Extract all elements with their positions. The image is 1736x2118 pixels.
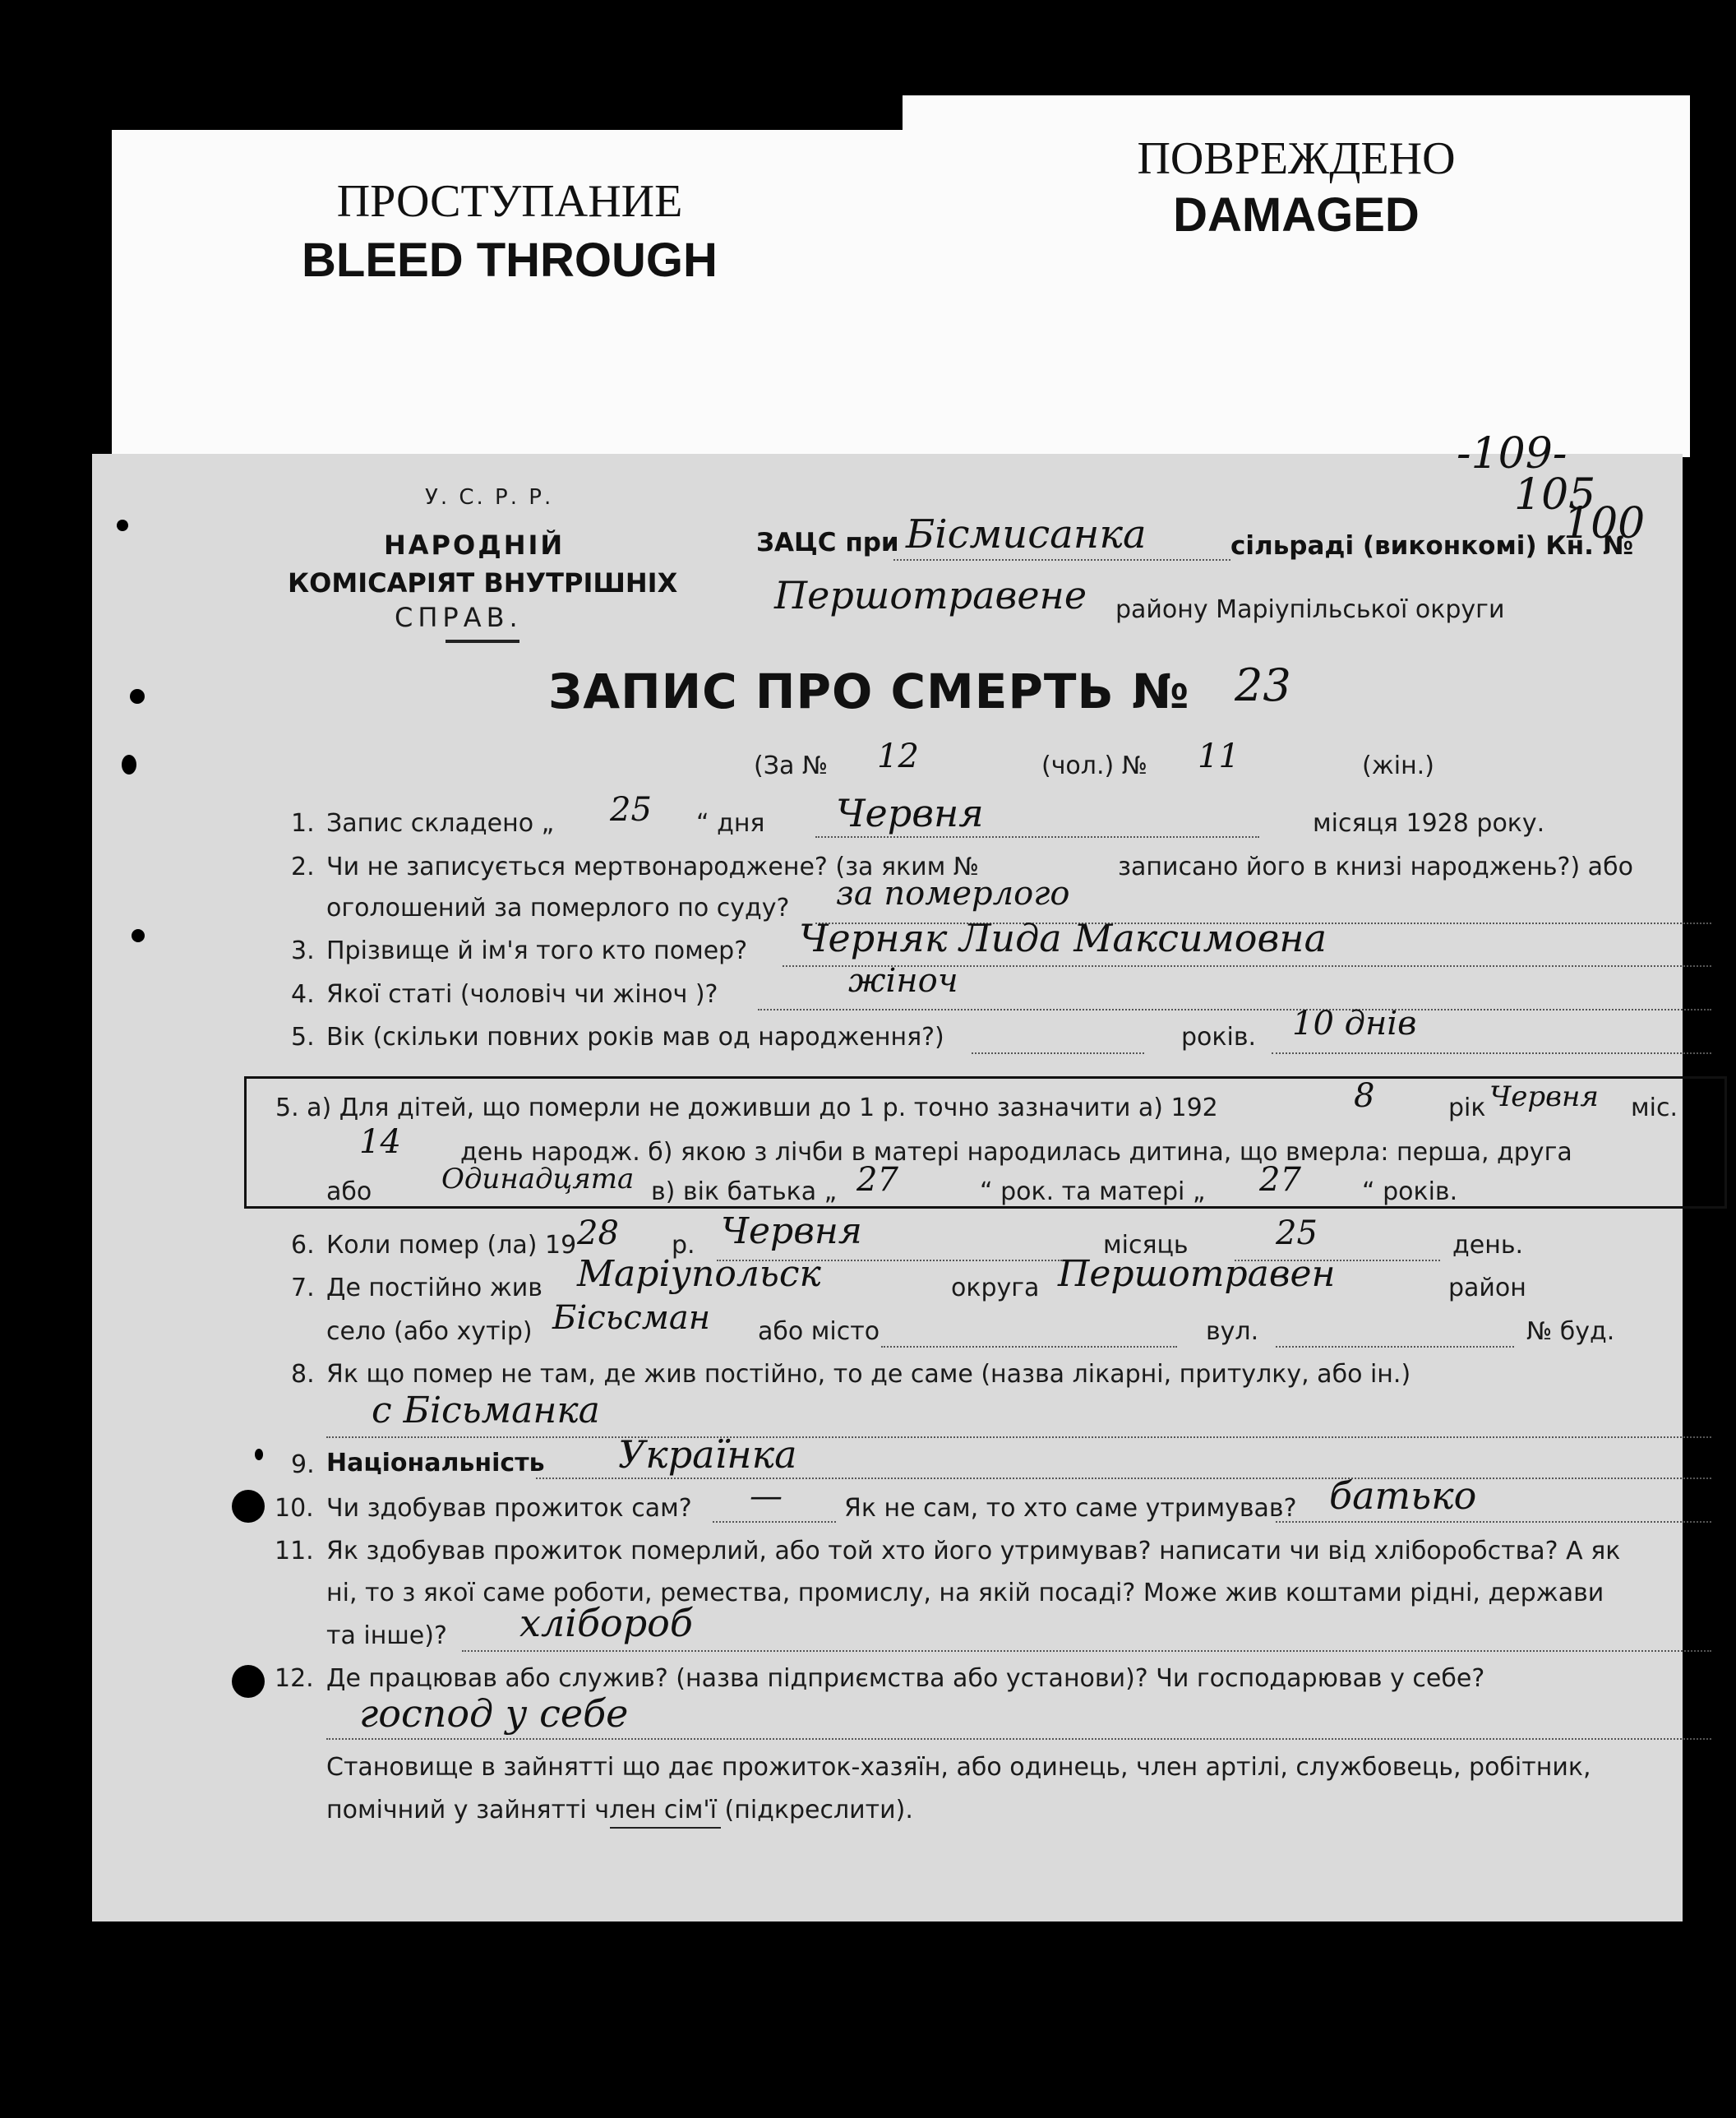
record-title: ЗАПИС ПРО СМЕРТЬ № — [548, 664, 1190, 719]
item-9-a: Національність — [326, 1449, 545, 1478]
item-5-b: років. — [1181, 1023, 1257, 1052]
commissariat-line-1: НАРОДНІЙ — [384, 530, 566, 561]
item-8-number: 8. — [291, 1360, 315, 1389]
punch-hole — [132, 929, 145, 942]
item-5-age: 10 днів — [1292, 1005, 1417, 1043]
item-10-b: Як не сам, то хто саме утримував? — [844, 1494, 1297, 1523]
item-7-f: вул. — [1206, 1317, 1259, 1346]
item-5a-mother-label: “ рок. та матері „ — [980, 1177, 1206, 1206]
bleed-through-en: BLEED THROUGH — [302, 234, 718, 287]
punch-hole — [232, 1490, 265, 1523]
item-5a-order: Одинадцята — [441, 1163, 635, 1195]
subtitle-female-number: 11 — [1198, 738, 1240, 775]
item-7-g: № буд. — [1526, 1317, 1615, 1346]
commissariat-line-3: СПРАВ. — [395, 602, 523, 633]
item-8-place: с Бісьманка — [372, 1390, 600, 1431]
subtitle-za: (За № — [754, 751, 829, 780]
punch-hole — [122, 755, 136, 775]
item-9-number: 9. — [291, 1450, 315, 1479]
item-7-number: 7. — [291, 1274, 315, 1302]
damaged-en: DAMAGED — [1173, 188, 1420, 242]
punch-hole — [117, 520, 128, 531]
archive-number-2: 105 — [1514, 470, 1596, 520]
item-7-city-line — [881, 1346, 1177, 1348]
punch-hole — [255, 1449, 263, 1460]
archive-number-3: 100 — [1563, 499, 1646, 548]
item-8-a: Як що помер не там, де жив постійно, то де саме (назва лікарні, притулку, або ін.) — [326, 1360, 1411, 1389]
item-2-number: 2. — [291, 853, 315, 881]
item-5a-year: 8 — [1354, 1077, 1375, 1115]
item-10-line — [1276, 1521, 1711, 1523]
subtitle-zhin: (жін.) — [1362, 751, 1434, 780]
item-10-number: 10. — [275, 1494, 314, 1523]
subtitle-chol: (чол.) № — [1041, 751, 1147, 780]
item-3-name: Черняк Лида Максимовна — [799, 916, 1327, 960]
item-1-day: 25 — [610, 791, 652, 829]
item-2-b: записано його в книзі народжень?) або — [1118, 853, 1633, 881]
punch-hole — [130, 689, 145, 704]
item-5-a: Вік (скільки повних років мав од народження?) — [326, 1023, 944, 1052]
item-4-a: Якої статі (чоловіч чи жіноч )? — [326, 980, 718, 1009]
item-7-c: район — [1448, 1274, 1526, 1302]
item-7-okrug: Маріупольск — [577, 1253, 821, 1295]
item-11-occupation: хлібороб — [519, 1601, 693, 1645]
item-10-supporter: батько — [1329, 1473, 1477, 1518]
item-5-line — [1272, 1052, 1711, 1054]
item-11-c: та інше)? — [326, 1621, 447, 1650]
item-7-village: Бісьсман — [552, 1299, 711, 1337]
bleed-through-label — [112, 130, 907, 459]
item-3-number: 3. — [291, 936, 315, 965]
item-10-self: — — [750, 1478, 783, 1515]
item-5-number: 5. — [291, 1023, 315, 1052]
item-5a-day: 14 — [359, 1123, 401, 1161]
item-7-street-line — [1276, 1346, 1514, 1348]
item-10-a: Чи здобував прожиток сам? — [326, 1494, 692, 1523]
item-7-a: Де постійно жив — [326, 1274, 542, 1302]
header-rule — [446, 640, 519, 643]
commissariat-line-2: КОМІСАРІЯТ ВНУТРІШНІХ — [288, 567, 678, 599]
item-9-nationality: Українка — [618, 1432, 797, 1477]
item-12-b: Становище в зайнятті що дає прожиток-хазяїн, або одинець, член артілі, службовець, робітник, — [326, 1753, 1591, 1782]
item-5a-line-1: 5. а) Для дітей, що померли не доживши до 1 р. точно зазначити а) 192 — [275, 1094, 1218, 1122]
item-5a-month: Червня — [1489, 1080, 1599, 1113]
item-9-line — [536, 1478, 1711, 1479]
item-2-c: оголошений за померлого по суду? — [326, 894, 790, 923]
district-suffix: району Маріупільської округи — [1115, 595, 1505, 624]
item-1-month-line — [815, 836, 1259, 838]
item-12-number: 12. — [275, 1664, 314, 1693]
item-1-number: 1. — [291, 809, 315, 838]
item-5a-father-age: 27 — [856, 1161, 898, 1199]
item-6-c: місяць — [1103, 1231, 1189, 1260]
item-5a-abo: або — [326, 1177, 372, 1206]
item-6-year: 28 — [577, 1214, 619, 1252]
item-2-a: Чи не записується мертвонароджене? (за яким № — [326, 853, 980, 881]
item-5a-years: “ років. — [1362, 1177, 1458, 1206]
item-5a-line-2: день народж. б) якою з лічби в матері народилась дитина, що вмерла: перша, друга — [460, 1138, 1572, 1167]
item-7-d: село (або хутір) — [326, 1317, 533, 1346]
item-5a-mother-age: 27 — [1259, 1161, 1301, 1199]
district-name: Першотравене — [774, 573, 1087, 617]
damaged-label — [903, 95, 1690, 457]
item-6-month: Червня — [721, 1210, 862, 1252]
item-6-day: 25 — [1276, 1214, 1318, 1252]
item-6-b: р. — [672, 1231, 695, 1260]
ussr-label: У. С. Р. Р. — [425, 485, 554, 510]
item-3-a: Прізвище й ім'я того кто помер? — [326, 936, 748, 965]
item-7-b: округа — [951, 1274, 1040, 1302]
item-1-a: Запис складено „ — [326, 809, 555, 838]
item-10-self-line — [713, 1521, 836, 1523]
punch-hole — [232, 1665, 265, 1698]
item-4-line — [758, 1009, 1711, 1010]
item-8-line — [326, 1436, 1711, 1438]
bleed-through-ru: ПРОСТУПАНИЕ — [336, 176, 683, 227]
item-12-workplace: господ у себе — [359, 1691, 629, 1736]
item-4-sex: жіноч — [848, 962, 958, 1000]
zags-prefix: ЗАЦС при — [756, 528, 899, 557]
item-11-line — [462, 1650, 1711, 1652]
damaged-ru: ПОВРЕЖДЕНО — [1137, 133, 1456, 184]
item-5a-rik: рік — [1448, 1094, 1486, 1122]
item-1-b: “ дня — [696, 809, 765, 838]
item-6-a: Коли помер (ла) 19 — [326, 1231, 577, 1260]
item-7-e: або місто — [758, 1317, 880, 1346]
item-7-raion: Першотравен — [1058, 1253, 1336, 1295]
item-12-c: помічний у зайнятті член сім'ї (підкреслити). — [326, 1796, 913, 1824]
family-member-underline — [610, 1827, 721, 1829]
item-1-c: місяця 1928 року. — [1313, 809, 1545, 838]
zags-village: Бісмисанка — [906, 511, 1147, 557]
archive-number-1: -109- — [1457, 429, 1567, 479]
item-12-line — [326, 1738, 1711, 1740]
death-record-sheet — [92, 429, 1683, 1921]
subtitle-male-number: 12 — [877, 738, 919, 775]
item-11-a: Як здобував прожиток померлий, або той хто його утримував? написати чи від хліборобства? А як — [326, 1537, 1621, 1565]
zags-suffix: сільраді (виконкомі) Кн. № — [1230, 531, 1634, 561]
item-1-month: Червня — [836, 791, 984, 835]
item-5a-mis: міс. — [1631, 1094, 1678, 1122]
zags-village-line — [893, 559, 1230, 561]
item-5-years-line — [972, 1052, 1144, 1054]
item-2-answer: за померлого — [836, 875, 1070, 913]
item-6-number: 6. — [291, 1231, 315, 1260]
item-5a-father-label: в) вік батька „ — [651, 1177, 838, 1206]
item-11-number: 11. — [275, 1537, 314, 1565]
item-6-d: день. — [1452, 1231, 1524, 1260]
item-4-number: 4. — [291, 980, 315, 1009]
record-number: 23 — [1235, 659, 1291, 711]
item-12-a: Де працював або служив? (назва підприємства або установи)? Чи господарював у себе? — [326, 1664, 1485, 1693]
item-11-b: ні, то з якої саме роботи, ремества, промислу, на якій посаді? Може жив коштами рідні, держави — [326, 1579, 1604, 1607]
